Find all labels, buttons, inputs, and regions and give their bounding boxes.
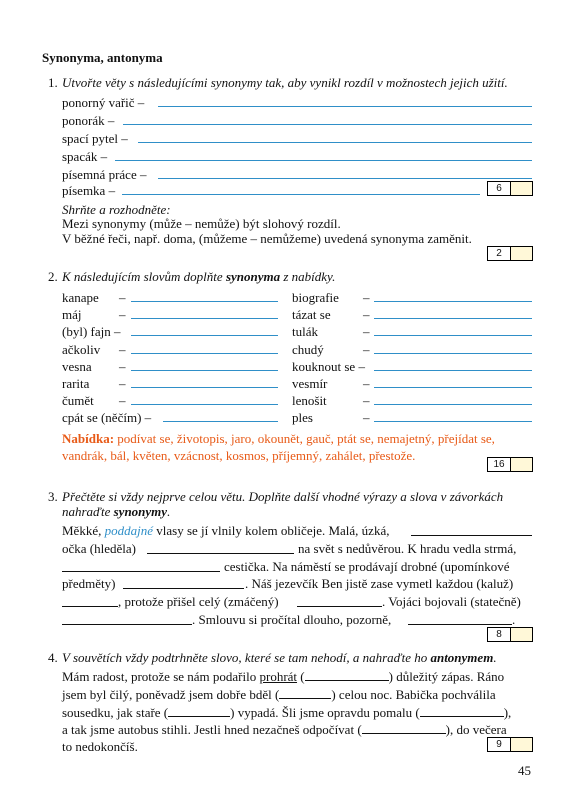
answer-line[interactable] xyxy=(374,353,532,354)
q3-text: . Vojáci bojovali (statečně) xyxy=(382,594,521,609)
q4-text: Mám radost, protože se nám podařilo prohrát ( ) důležitý zápas. Ráno xyxy=(62,669,505,684)
q1-item: spací pytel – xyxy=(62,131,128,146)
dash: – xyxy=(363,376,370,391)
q2-word: (byl) fajn – xyxy=(62,324,121,339)
q2-word: cpát se (něčím) – xyxy=(62,410,152,425)
q3-number: 3. xyxy=(48,489,58,504)
answer-line[interactable] xyxy=(115,160,532,161)
q2-word: tulák xyxy=(292,324,318,339)
answer-line[interactable] xyxy=(374,421,532,422)
answer-line[interactable] xyxy=(374,301,532,302)
q1-number: 1. xyxy=(48,75,58,90)
q3-text: cestička. Na náměstí se prodávají drobné (upomínkové xyxy=(224,559,510,574)
q2-word: lenošit xyxy=(292,393,327,408)
score-box xyxy=(487,246,533,261)
answer-line[interactable] xyxy=(411,535,532,536)
answer-line[interactable] xyxy=(374,387,532,388)
q1-item: ponorák – xyxy=(62,113,115,128)
score-max: 8 xyxy=(488,628,511,641)
answer-line[interactable] xyxy=(131,353,278,354)
answer-line[interactable] xyxy=(374,404,532,405)
q1-item: ponorný vařič – xyxy=(62,95,145,110)
q3-text: Měkké, poddajné vlasy se jí vlnily kolem obličeje. Malá, úzká, xyxy=(62,523,390,538)
q1-sub-instruction: Shrňte a rozhodněte: xyxy=(62,202,171,217)
dash: – xyxy=(119,359,126,374)
answer-line[interactable] xyxy=(62,606,118,607)
q3-text: , protože přišel celý (zmáčený) xyxy=(118,594,279,609)
answer-line[interactable] xyxy=(297,606,382,607)
q2-offer-cont: vandrák, bál, květen, vzácnost, kosmos, příjemný, zahálet, přestože. xyxy=(62,448,416,463)
dash: – xyxy=(119,342,126,357)
answer-line[interactable] xyxy=(131,404,278,405)
score-box xyxy=(487,457,533,472)
q4-text: a tak jsme autobus stihli. Jestli hned nezačneš odpočívat ( ), do večera xyxy=(62,722,507,737)
q2-offer: Nabídka: podívat se, životopis, jaro, okounět, gauč, ptát se, nemajetný, přejídat se, xyxy=(62,431,495,446)
dash: – xyxy=(363,342,370,357)
q3-instruction: Přečtěte si vždy nejprve celou větu. Doplňte další vhodné výrazy a slova v závorkách xyxy=(62,489,504,504)
q1-item: písemná práce – xyxy=(62,167,147,182)
dash: – xyxy=(119,393,126,408)
q2-word: vesna xyxy=(62,359,92,374)
q2-word: kouknout se – xyxy=(292,359,365,374)
q1-statement: Mezi synonymy (může – nemůže) být slohový rozdíl. xyxy=(62,216,341,231)
dash: – xyxy=(363,393,370,408)
answer-line[interactable] xyxy=(62,571,220,572)
dash: – xyxy=(363,290,370,305)
answer-line[interactable] xyxy=(374,370,532,371)
q2-word: máj xyxy=(62,307,82,322)
dash: – xyxy=(119,307,126,322)
dash: – xyxy=(363,324,370,339)
score-max: 16 xyxy=(488,458,511,471)
score-entry[interactable] xyxy=(511,628,532,641)
answer-line[interactable] xyxy=(131,335,278,336)
q2-word: tázat se xyxy=(292,307,331,322)
q2-word: rarita xyxy=(62,376,90,391)
score-entry[interactable] xyxy=(511,247,532,260)
answer-line[interactable] xyxy=(131,318,278,319)
answer-line[interactable] xyxy=(138,142,532,143)
q1-item: písemka – xyxy=(62,183,116,198)
q3-text: na svět s nedůvěrou. K hradu vedla strmá, xyxy=(298,541,517,556)
q4-number: 4. xyxy=(48,650,58,665)
q2-instruction: K následujícím slovům doplňte synonyma z nabídky. xyxy=(62,269,336,284)
q3-text: . Smlouvu si pročítal dlouho, pozorně, xyxy=(192,612,392,627)
q4-text: jsem byl čilý, poněvadž jsem dobře bděl ( ) celou noc. Babička pochválila xyxy=(62,687,496,702)
answer-line[interactable] xyxy=(62,624,192,625)
q3-text: předměty) xyxy=(62,576,116,591)
answer-line[interactable] xyxy=(131,301,278,302)
q2-word: biografie xyxy=(292,290,339,305)
q1-item: spacák – xyxy=(62,149,108,164)
answer-line[interactable] xyxy=(123,124,532,125)
dash: – xyxy=(363,410,370,425)
answer-line[interactable] xyxy=(158,106,532,107)
score-entry[interactable] xyxy=(511,182,532,195)
q2-word: ačkoliv xyxy=(62,342,101,357)
q1-statement: V běžné řeči, např. doma, (můžeme – nemůžeme) uvedená synonyma zaměnit. xyxy=(62,231,472,246)
q3-instruction-cont: nahraďte synonymy. xyxy=(62,504,171,519)
answer-line[interactable] xyxy=(374,335,532,336)
q2-word: ples xyxy=(292,410,313,425)
answer-line[interactable] xyxy=(122,194,480,195)
score-box xyxy=(487,737,533,752)
answer-line[interactable] xyxy=(408,624,512,625)
dash: – xyxy=(119,376,126,391)
answer-line[interactable] xyxy=(374,318,532,319)
q3-text: očka (hleděla) xyxy=(62,541,136,556)
page-title: Synonyma, antonyma xyxy=(42,50,163,65)
q4-text: to nedokončíš. xyxy=(62,739,138,754)
q4-text: sousedku, jak staře ( ) vypadá. Šli jsme opravdu pomalu ( ), xyxy=(62,705,512,720)
answer-line[interactable] xyxy=(123,588,244,589)
score-entry[interactable] xyxy=(511,458,532,471)
q2-word: chudý xyxy=(292,342,324,357)
dash: – xyxy=(363,307,370,322)
answer-line[interactable] xyxy=(131,387,278,388)
q3-text: . Náš jezevčík Ben jistě zase vymetl každou (kaluž) xyxy=(245,576,514,591)
score-max: 6 xyxy=(488,182,511,195)
answer-line[interactable] xyxy=(147,553,294,554)
q2-word: kanape xyxy=(62,290,99,305)
q2-number: 2. xyxy=(48,269,58,284)
score-box xyxy=(487,181,533,196)
q1-instruction: Utvořte věty s následujícími synonymy tak, aby vynikl rozdíl v možnostech jejich užití. xyxy=(62,75,508,90)
q3-text: . xyxy=(512,612,516,627)
score-entry[interactable] xyxy=(511,738,532,751)
answer-line[interactable] xyxy=(163,421,278,422)
score-box xyxy=(487,627,533,642)
answer-line[interactable] xyxy=(131,370,278,371)
dash: – xyxy=(119,290,126,305)
q4-instruction: V souvětích vždy podtrhněte slovo, které se tam nehodí, a nahraďte ho antonymem. xyxy=(62,650,497,665)
q2-word: čumět xyxy=(62,393,94,408)
answer-line[interactable] xyxy=(158,178,532,179)
page-number: 45 xyxy=(518,763,531,778)
q2-word: vesmír xyxy=(292,376,328,391)
score-max: 2 xyxy=(488,247,511,260)
score-max: 9 xyxy=(488,738,511,751)
